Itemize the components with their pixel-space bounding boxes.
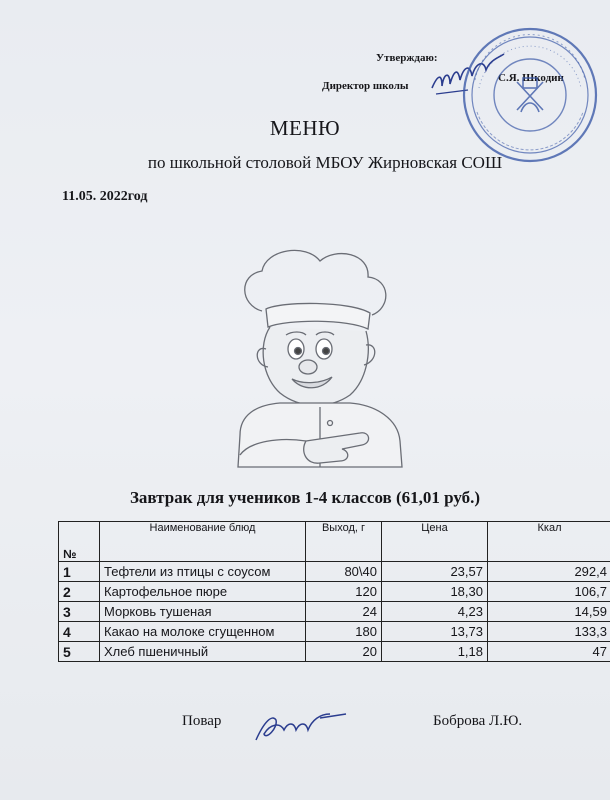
- dish-kcal: 133,3: [488, 622, 610, 642]
- menu-date: 11.05. 2022год: [62, 189, 148, 204]
- dish-kcal: 106,7: [488, 582, 610, 602]
- dish-price: 18,30: [382, 582, 488, 602]
- column-header-number: №: [59, 522, 100, 562]
- dish-output: 80\40: [306, 562, 382, 582]
- dish-price: 1,18: [382, 642, 488, 662]
- dish-kcal: 14,59: [488, 602, 610, 622]
- dish-price: 4,23: [382, 602, 488, 622]
- dish-kcal: 292,4: [488, 562, 610, 582]
- page-title: МЕНЮ: [269, 116, 341, 140]
- director-label: Директор школы: [322, 80, 409, 92]
- dish-name: Хлеб пшеничный: [100, 642, 306, 662]
- dish-name: Морковь тушеная: [100, 602, 306, 622]
- approval-label: Утверждаю:: [376, 52, 438, 64]
- dish-name: Какао на молоке сгущенном: [100, 622, 306, 642]
- table-row: [59, 602, 610, 622]
- cook-name: Боброва Л.Ю.: [433, 713, 523, 729]
- row-number: 2: [59, 582, 100, 602]
- dish-output: 180: [306, 622, 382, 642]
- dish-output: 24: [306, 602, 382, 622]
- dish-output: 20: [306, 642, 382, 662]
- cook-signature: [250, 700, 350, 750]
- column-header-output: Выход, г: [306, 522, 382, 562]
- cook-label: Повар: [182, 713, 222, 729]
- dish-price: 13,73: [382, 622, 488, 642]
- table-row: [59, 582, 610, 602]
- dish-kcal: 47: [488, 642, 610, 662]
- column-header-name: Наименование блюд: [100, 522, 306, 562]
- row-number: 3: [59, 602, 100, 622]
- column-header-kcal: Ккал: [488, 522, 610, 562]
- table-row: [59, 642, 610, 662]
- chef-illustration: [210, 245, 430, 470]
- dish-price: 23,57: [382, 562, 488, 582]
- school-stamp: [455, 20, 605, 170]
- row-number: 5: [59, 642, 100, 662]
- meal-heading: Завтрак для учеников 1-4 классов (61,01 руб.): [129, 488, 481, 507]
- table-header-row: [59, 522, 610, 562]
- table-row: [59, 562, 610, 582]
- row-number: 4: [59, 622, 100, 642]
- table-row: [59, 622, 610, 642]
- column-header-price: Цена: [382, 522, 488, 562]
- dish-output: 120: [306, 582, 382, 602]
- director-name: С.Я. Шкодин: [498, 72, 564, 84]
- dish-name: Тефтели из птицы с соусом: [100, 562, 306, 582]
- page-subtitle: по школьной столовой МБОУ Жирновская СОШ: [147, 153, 503, 172]
- row-number: 1: [59, 562, 100, 582]
- dish-name: Картофельное пюре: [100, 582, 306, 602]
- menu-table: [58, 521, 610, 662]
